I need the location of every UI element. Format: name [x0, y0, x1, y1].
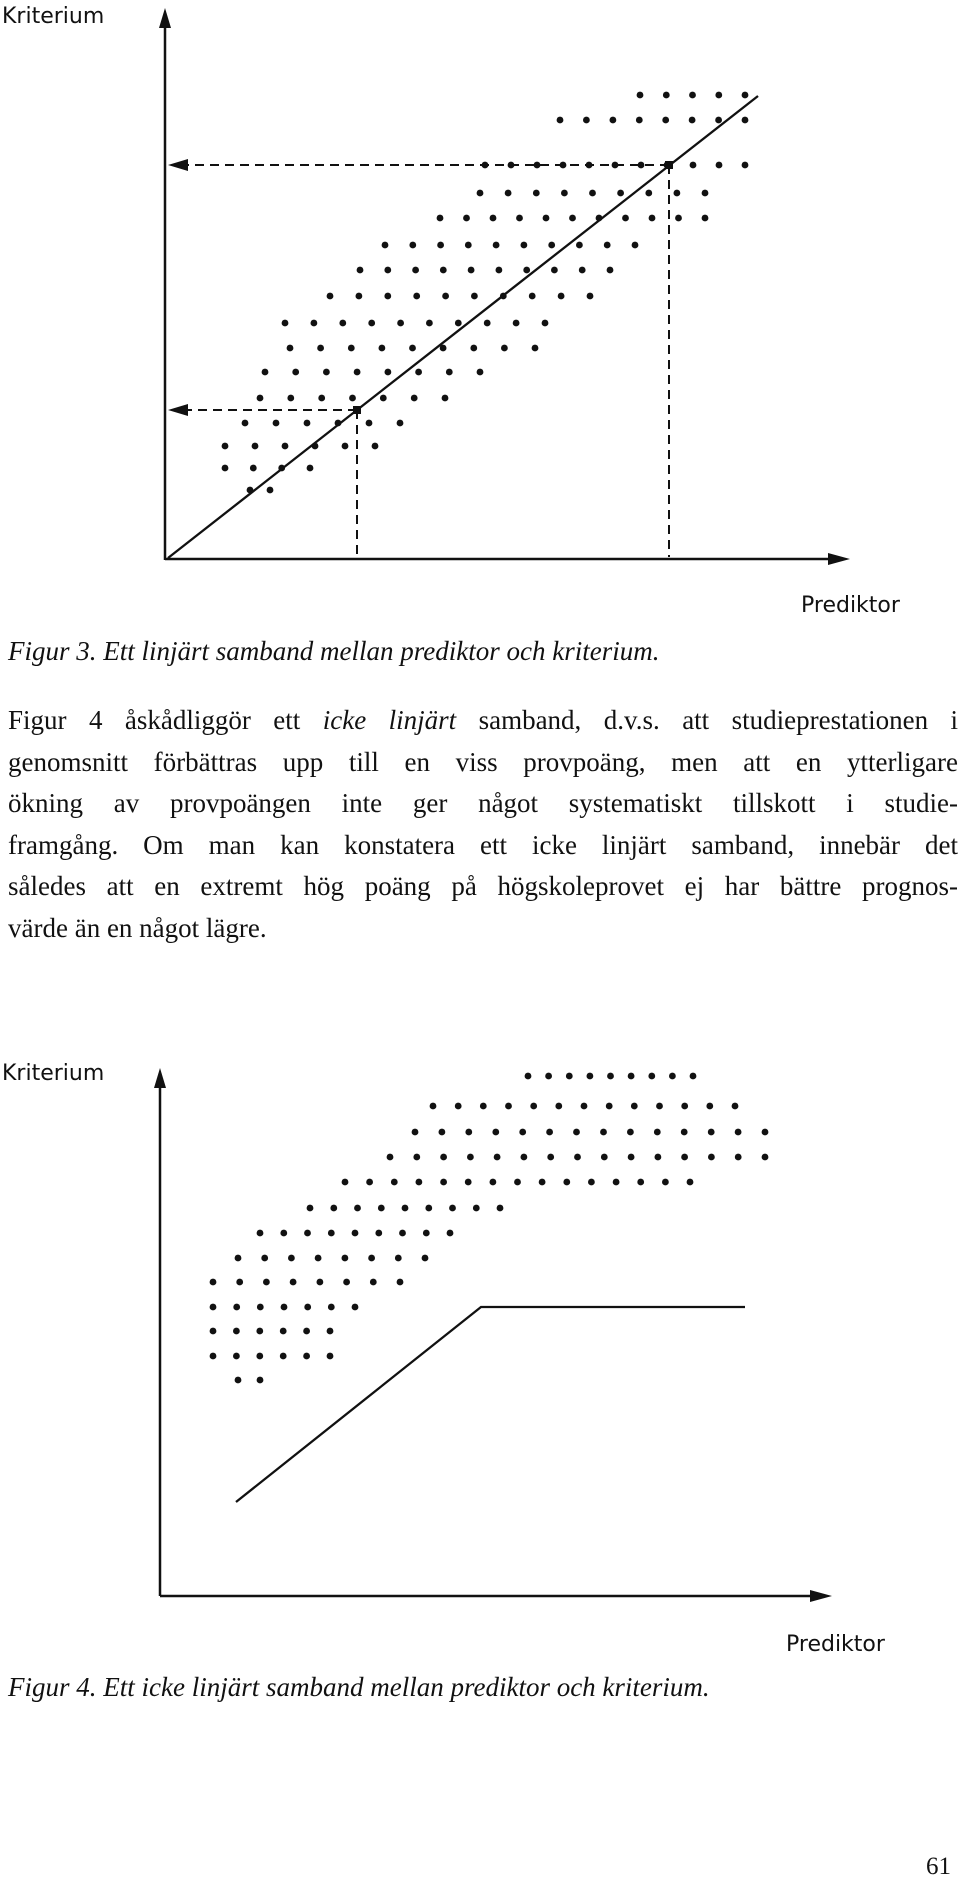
scatter-dot	[368, 320, 375, 327]
scatter-dot	[210, 1353, 217, 1360]
scatter-dot	[715, 92, 722, 99]
scatter-dot	[366, 420, 373, 427]
scatter-dot	[742, 92, 749, 99]
scatter-dot	[372, 443, 379, 450]
scatter-dot	[534, 162, 541, 169]
scatter-dot	[600, 1129, 607, 1136]
scatter-dot	[542, 320, 549, 327]
scatter-dot	[437, 215, 444, 222]
scatter-dot	[762, 1154, 769, 1161]
scatter-dot	[702, 190, 709, 197]
scatter-dot	[689, 117, 696, 124]
scatter-dot	[252, 443, 259, 450]
scatter-dot	[385, 369, 392, 376]
scatter-dot	[607, 1073, 614, 1080]
scatter-dot	[430, 1103, 437, 1110]
scatter-dot	[368, 1255, 375, 1262]
scatter-dot	[379, 345, 386, 352]
scatter-dot	[455, 1103, 462, 1110]
paragraph-line-4: framgång. Om man kan konstatera ett icke linjärt samband, innebär det	[8, 829, 958, 860]
scatter-dot	[307, 465, 314, 472]
scatter-dot	[581, 1103, 588, 1110]
scatter-dot	[235, 1255, 242, 1262]
scatter-dot	[317, 1279, 324, 1286]
scatter-dot	[505, 1103, 512, 1110]
scatter-dot	[545, 1073, 552, 1080]
scatter-dot	[397, 420, 404, 427]
figure4-relation-line	[236, 1307, 745, 1502]
scatter-dot	[304, 420, 311, 427]
scatter-dot	[399, 1230, 406, 1237]
scatter-dot	[514, 1179, 521, 1186]
scatter-dot	[706, 1103, 713, 1110]
scatter-dot	[426, 320, 433, 327]
figure4-caption	[8, 1672, 710, 1703]
scatter-dot	[501, 345, 508, 352]
scatter-dot	[397, 1279, 404, 1286]
scatter-dot	[281, 1304, 288, 1311]
scatter-dot	[525, 1073, 532, 1080]
scatter-dot	[384, 267, 391, 274]
figure3-y-axis-label: Kriterium	[2, 4, 105, 29]
scatter-dot	[628, 1073, 635, 1080]
scatter-dot	[366, 1179, 373, 1186]
scatter-dot	[655, 1154, 662, 1161]
scatter-dot	[257, 1304, 264, 1311]
scatter-dot	[477, 190, 484, 197]
scatter-dot	[375, 1230, 382, 1237]
scatter-dot	[687, 1179, 694, 1186]
scatter-dot	[519, 1129, 526, 1136]
paragraph-line-1	[8, 700, 958, 742]
scatter-dot	[242, 420, 249, 427]
scatter-dot	[222, 443, 229, 450]
scatter-dot	[735, 1129, 742, 1136]
scatter-dot	[551, 267, 558, 274]
scatter-dot	[391, 1179, 398, 1186]
scatter-dot	[546, 1129, 553, 1136]
scatter-dot	[681, 1154, 688, 1161]
scatter-dot	[397, 320, 404, 327]
scatter-dot	[311, 320, 318, 327]
scatter-dot	[561, 190, 568, 197]
scatter-dot	[681, 1103, 688, 1110]
scatter-dot	[649, 215, 656, 222]
scatter-dot	[622, 215, 629, 222]
scatter-dot	[422, 1255, 429, 1262]
paragraph-line-6: värde än en något lägre.	[8, 912, 267, 943]
scatter-dot	[288, 1255, 295, 1262]
scatter-dot	[632, 242, 639, 249]
scatter-dot	[484, 320, 491, 327]
scatter-dot	[547, 1154, 554, 1161]
scatter-dot	[636, 117, 643, 124]
scatter-dot	[494, 1154, 501, 1161]
scatter-dot	[233, 1353, 240, 1360]
figure4-plot	[0, 1060, 960, 1620]
scatter-dot	[555, 1103, 562, 1110]
scatter-dot	[473, 1205, 480, 1212]
scatter-dot	[440, 1179, 447, 1186]
paragraph-line-3: ökning av provpoängen inte ger något systematiskt tillskott i studie-	[8, 788, 958, 819]
scatter-dot	[566, 1073, 573, 1080]
scatter-dot	[439, 1129, 446, 1136]
scatter-dot	[327, 1328, 334, 1335]
scatter-dot	[304, 1304, 311, 1311]
scatter-dot	[442, 395, 449, 402]
scatter-dot	[656, 1103, 663, 1110]
figure4-dots	[210, 1073, 769, 1384]
scatter-dot	[557, 117, 564, 124]
scatter-dot	[467, 1154, 474, 1161]
scatter-dot	[589, 190, 596, 197]
scatter-dot	[343, 1279, 350, 1286]
scatter-dot	[735, 1154, 742, 1161]
scatter-dot	[702, 215, 709, 222]
scatter-dot	[330, 1205, 337, 1212]
scatter-dot	[447, 1230, 454, 1237]
scatter-dot	[409, 345, 416, 352]
scatter-dot	[352, 1230, 359, 1237]
scatter-dot	[402, 1205, 409, 1212]
scatter-dot	[222, 465, 229, 472]
scatter-dot	[471, 293, 478, 300]
scatter-dot	[662, 117, 669, 124]
figure3-caption	[8, 636, 659, 667]
scatter-dot	[513, 320, 520, 327]
scatter-dot	[395, 1255, 402, 1262]
scatter-dot	[604, 242, 611, 249]
scatter-dot	[533, 190, 540, 197]
scatter-dot	[287, 395, 294, 402]
scatter-dot	[354, 369, 361, 376]
scatter-dot	[348, 345, 355, 352]
scatter-dot	[490, 1179, 497, 1186]
scatter-dot	[742, 162, 749, 169]
scatter-dot	[257, 1377, 264, 1384]
scatter-dot	[674, 190, 681, 197]
scatter-dot	[342, 1179, 349, 1186]
scatter-dot	[413, 1154, 420, 1161]
scatter-dot	[425, 1205, 432, 1212]
figure4-caption-label: Figur 4.	[8, 1672, 97, 1702]
scatter-dot	[233, 1304, 240, 1311]
scatter-dot	[669, 1073, 676, 1080]
scatter-dot	[617, 190, 624, 197]
scatter-dot	[412, 267, 419, 274]
scatter-dot	[273, 420, 280, 427]
scatter-dot	[423, 1230, 430, 1237]
scatter-dot	[250, 465, 257, 472]
scatter-dot	[468, 267, 475, 274]
figure3-guide-point-low	[353, 406, 361, 414]
scatter-dot	[708, 1154, 715, 1161]
scatter-dot	[315, 1255, 322, 1262]
scatter-dot	[328, 1304, 335, 1311]
scatter-dot	[532, 345, 539, 352]
paragraph-line-5: således att en extremt hög poäng på högskoleprovet ej har bättre prognos-	[8, 871, 958, 902]
scatter-dot	[521, 1154, 528, 1161]
scatter-dot	[323, 369, 330, 376]
scatter-dot	[352, 1304, 359, 1311]
paragraph-line-1-start: Figur 4 åskådliggör ett	[8, 705, 323, 735]
scatter-dot	[529, 293, 536, 300]
scatter-dot	[465, 1179, 472, 1186]
scatter-dot	[327, 1353, 334, 1360]
scatter-dot	[558, 293, 565, 300]
scatter-dot	[282, 320, 289, 327]
figure4-x-axis-label: Prediktor	[786, 1632, 885, 1657]
scatter-dot	[349, 395, 356, 402]
scatter-dot	[576, 242, 583, 249]
paragraph-line-1-end: samband, d.v.s. att studieprestationen i	[456, 705, 959, 735]
scatter-dot	[762, 1129, 769, 1136]
scatter-dot	[210, 1279, 217, 1286]
scatter-dot	[235, 1377, 242, 1384]
scatter-dot	[497, 1205, 504, 1212]
scatter-dot	[409, 242, 416, 249]
figure4-y-axis-arrow	[154, 1068, 166, 1088]
scatter-dot	[716, 162, 723, 169]
scatter-dot	[387, 1154, 394, 1161]
figure3-x-axis-label: Prediktor	[801, 593, 900, 618]
scatter-dot	[588, 1179, 595, 1186]
figure3-guide-point-high	[665, 161, 673, 169]
scatter-dot	[470, 345, 477, 352]
scatter-dot	[539, 1179, 546, 1186]
scatter-dot	[442, 293, 449, 300]
figure3-x-axis-arrow	[828, 553, 850, 565]
scatter-dot	[437, 242, 444, 249]
scatter-dot	[715, 117, 722, 124]
scatter-dot	[480, 1103, 487, 1110]
scatter-dot	[303, 1328, 310, 1335]
scatter-dot	[342, 1255, 349, 1262]
scatter-dot	[627, 1129, 634, 1136]
scatter-dot	[382, 242, 389, 249]
scatter-dot	[415, 369, 422, 376]
scatter-dot	[380, 395, 387, 402]
scatter-dot	[477, 369, 484, 376]
scatter-dot	[290, 1279, 297, 1286]
scatter-dot	[675, 215, 682, 222]
scatter-dot	[292, 369, 299, 376]
scatter-dot	[282, 443, 289, 450]
scatter-dot	[455, 320, 462, 327]
scatter-dot	[548, 242, 555, 249]
figure3-y-axis-arrow	[159, 8, 171, 28]
figure3-caption-label: Figur 3.	[8, 636, 97, 666]
scatter-dot	[446, 369, 453, 376]
paragraph-line-2: genomsnitt förbättras upp till en viss provpoäng, men att en ytterligare	[8, 746, 958, 777]
scatter-dot	[465, 1129, 472, 1136]
scatter-dot	[378, 1205, 385, 1212]
scatter-dot	[645, 190, 652, 197]
scatter-dot	[449, 1205, 456, 1212]
scatter-dot	[654, 1129, 661, 1136]
scatter-dot	[690, 1073, 697, 1080]
scatter-dot	[287, 345, 294, 352]
scatter-dot	[233, 1328, 240, 1335]
paragraph-line-1-emphasis: icke linjärt	[322, 705, 457, 735]
scatter-dot	[742, 117, 749, 124]
scatter-dot	[411, 395, 418, 402]
scatter-dot	[267, 487, 274, 494]
page-number: 61	[926, 1853, 951, 1880]
scatter-dot	[304, 1230, 311, 1237]
scatter-dot	[681, 1129, 688, 1136]
scatter-dot	[606, 1103, 613, 1110]
scatter-dot	[257, 395, 264, 402]
scatter-dot	[318, 395, 325, 402]
scatter-dot	[236, 1279, 243, 1286]
scatter-dot	[342, 443, 349, 450]
scatter-dot	[256, 1353, 263, 1360]
scatter-dot	[663, 92, 670, 99]
scatter-dot	[440, 1154, 447, 1161]
scatter-dot	[261, 1255, 268, 1262]
figure3-guide-arrow-low	[168, 404, 188, 416]
scatter-dot	[648, 1073, 655, 1080]
scatter-dot	[543, 215, 550, 222]
scatter-dot	[440, 267, 447, 274]
scatter-dot	[628, 1154, 635, 1161]
scatter-dot	[689, 92, 696, 99]
scatter-dot	[505, 190, 512, 197]
scatter-dot	[530, 1103, 537, 1110]
scatter-dot	[257, 1230, 264, 1237]
figure3-plot	[0, 0, 960, 580]
scatter-dot	[574, 1154, 581, 1161]
scatter-dot	[357, 267, 364, 274]
scatter-dot	[356, 293, 363, 300]
body-paragraph	[8, 700, 958, 950]
scatter-dot	[317, 345, 324, 352]
scatter-dot	[496, 267, 503, 274]
scatter-dot	[256, 1328, 263, 1335]
scatter-dot	[631, 1103, 638, 1110]
scatter-dot	[262, 369, 269, 376]
figure4-caption-text: Ett icke linjärt samband mellan prediktor och kriterium.	[103, 1672, 710, 1702]
scatter-dot	[587, 293, 594, 300]
scatter-dot	[583, 117, 590, 124]
scatter-dot	[280, 1230, 287, 1237]
scatter-dot	[370, 1279, 377, 1286]
scatter-dot	[492, 1129, 499, 1136]
scatter-dot	[493, 242, 500, 249]
scatter-dot	[637, 1179, 644, 1186]
scatter-dot	[579, 267, 586, 274]
scatter-dot	[416, 1179, 423, 1186]
scatter-dot	[563, 1179, 570, 1186]
scatter-dot	[662, 1179, 669, 1186]
scatter-dot	[210, 1328, 217, 1335]
scatter-dot	[463, 215, 470, 222]
scatter-dot	[610, 117, 617, 124]
scatter-dot	[384, 293, 391, 300]
scatter-dot	[516, 215, 523, 222]
scatter-dot	[465, 242, 472, 249]
figure4-x-axis-arrow	[810, 1590, 832, 1602]
scatter-dot	[263, 1279, 270, 1286]
scatter-dot	[573, 1129, 580, 1136]
scatter-dot	[328, 1230, 335, 1237]
scatter-dot	[587, 1073, 594, 1080]
scatter-dot	[613, 1179, 620, 1186]
scatter-dot	[303, 1353, 310, 1360]
scatter-dot	[327, 293, 334, 300]
scatter-dot	[307, 1205, 314, 1212]
scatter-dot	[607, 267, 614, 274]
scatter-dot	[569, 215, 576, 222]
scatter-dot	[280, 1328, 287, 1335]
scatter-dot	[413, 293, 420, 300]
figure3-caption-text: Ett linjärt samband mellan prediktor och kriterium.	[103, 636, 660, 666]
scatter-dot	[521, 242, 528, 249]
figure4-y-axis-label: Kriterium	[2, 1061, 105, 1086]
scatter-dot	[708, 1129, 715, 1136]
scatter-dot	[210, 1304, 217, 1311]
scatter-dot	[412, 1129, 419, 1136]
scatter-dot	[732, 1103, 739, 1110]
scatter-dot	[523, 267, 530, 274]
scatter-dot	[354, 1205, 361, 1212]
scatter-dot	[637, 92, 644, 99]
scatter-dot	[690, 162, 697, 169]
scatter-dot	[490, 215, 497, 222]
scatter-dot	[339, 320, 346, 327]
scatter-dot	[280, 1353, 287, 1360]
figure3-guide-arrow-high	[168, 159, 188, 171]
scatter-dot	[601, 1154, 608, 1161]
